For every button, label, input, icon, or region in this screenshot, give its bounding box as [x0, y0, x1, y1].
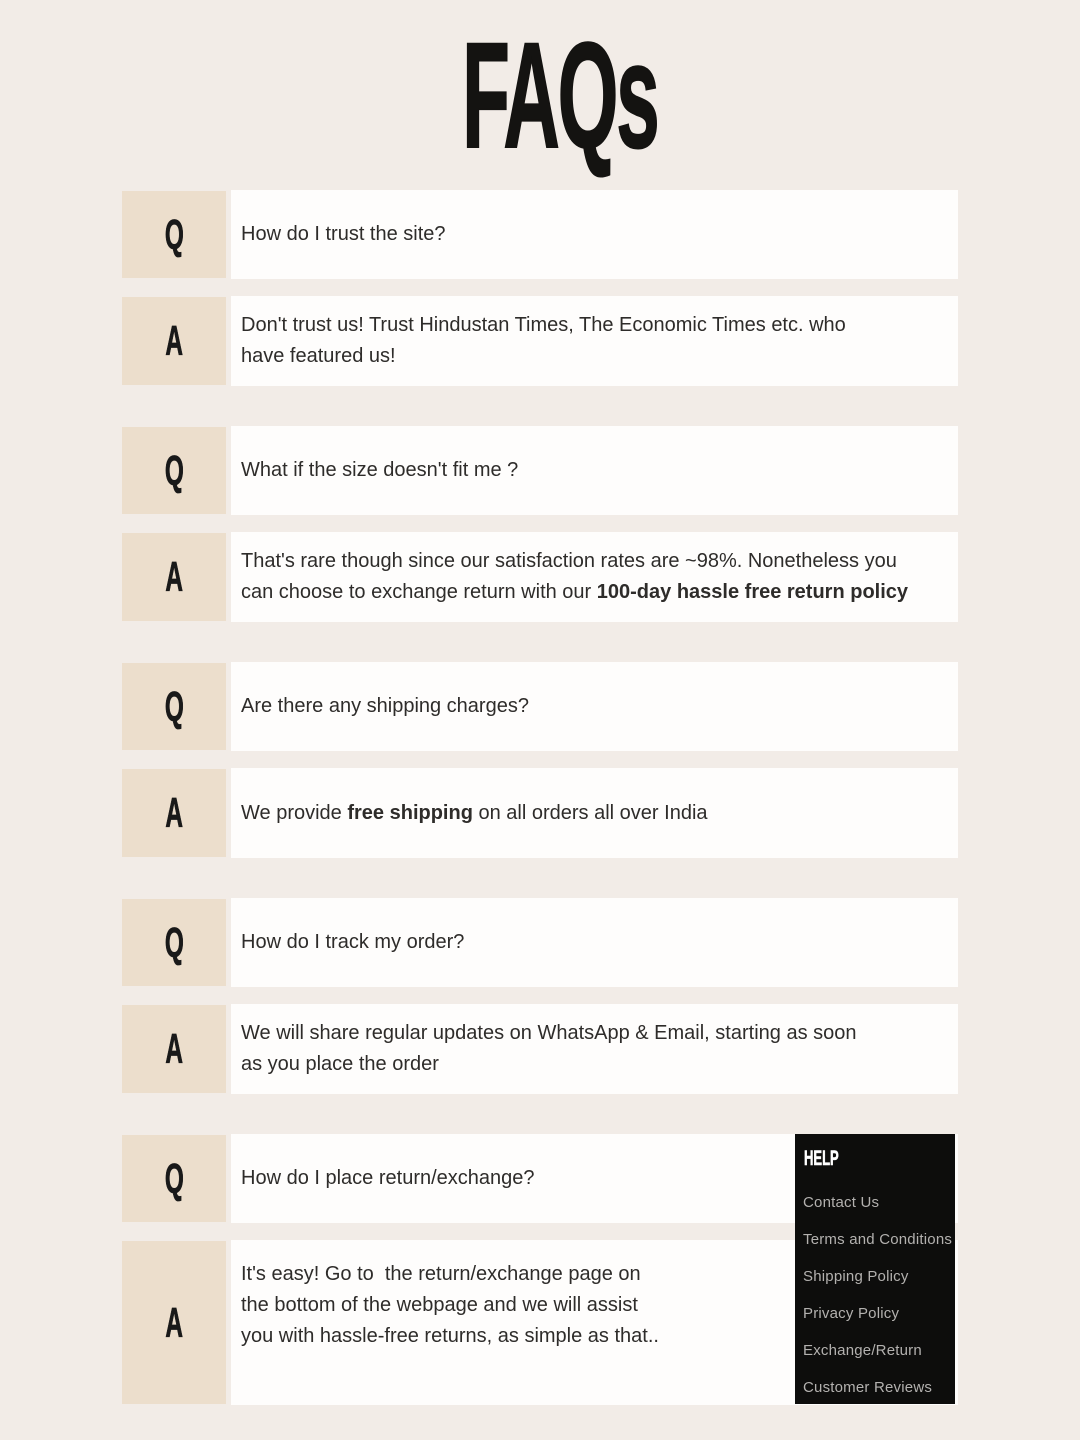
- answer-line: can choose to exchange return with our 100-day hassle free return policy: [241, 581, 909, 603]
- question-text: [241, 219, 446, 250]
- help-menu-title: HELP: [804, 1147, 839, 1170]
- question-line: How do I place return/exchange?: [241, 1167, 535, 1189]
- answer-card: [231, 532, 958, 622]
- answer-line: Don't trust us! Trust Hindustan Times, The Economic Times etc. who: [241, 314, 846, 336]
- answer-card: [231, 296, 958, 386]
- question-badge: [122, 1135, 226, 1222]
- question-line: How do I trust the site?: [241, 223, 446, 245]
- faq-question-row: [122, 190, 958, 279]
- answer-badge: [122, 1005, 226, 1093]
- question-text: [241, 691, 529, 722]
- answer-badge: [122, 533, 226, 621]
- faq-pair: [122, 662, 958, 858]
- a-badge-letter: A: [165, 1298, 183, 1346]
- help-link-terms-and-conditions[interactable]: Terms and Conditions: [803, 1231, 953, 1248]
- answer-badge: [122, 769, 226, 857]
- answer-text: [241, 1259, 659, 1352]
- faq-pair: [122, 190, 958, 386]
- faq-answer-row: [122, 532, 958, 622]
- a-badge-letter: A: [165, 317, 183, 364]
- help-link-contact-us[interactable]: Contact Us: [803, 1194, 880, 1211]
- help-link-privacy-policy[interactable]: Privacy Policy: [803, 1305, 900, 1322]
- faq-question-row: [122, 426, 958, 515]
- help-menu-links: [803, 1184, 953, 1406]
- help-link-shipping-policy[interactable]: Shipping Policy: [803, 1268, 909, 1285]
- answer-line: have featured us!: [241, 345, 396, 367]
- page-title: FAQs: [462, 11, 658, 179]
- question-line: Are there any shipping charges?: [241, 695, 529, 717]
- faq-answer-row: [122, 768, 958, 858]
- question-text: [241, 927, 464, 958]
- answer-badge: [122, 297, 226, 385]
- q-badge-letter: Q: [164, 446, 184, 494]
- answer-line: you with hassle-free returns, as simple as that..: [241, 1325, 659, 1347]
- answer-card: [231, 1004, 958, 1094]
- question-line: How do I track my order?: [241, 931, 465, 953]
- faq-pair: [122, 426, 958, 622]
- q-badge-letter: Q: [164, 210, 184, 258]
- faq-answer-row: [122, 1004, 958, 1094]
- page-header: [0, 0, 1080, 190]
- faq-question-row: [122, 662, 958, 751]
- help-link-exchange-return[interactable]: Exchange/Return: [803, 1342, 922, 1359]
- question-text: [241, 455, 518, 486]
- a-badge-letter: A: [165, 1025, 183, 1072]
- answer-card: [231, 768, 958, 858]
- a-badge-letter: A: [165, 553, 183, 600]
- question-badge: [122, 191, 226, 278]
- answer-line: We provide free shipping on all orders all over India: [241, 801, 708, 824]
- a-badge-letter: A: [165, 789, 183, 836]
- question-card: [231, 662, 958, 751]
- answer-line: We will share regular updates on WhatsApp & Email, starting as soon: [241, 1022, 857, 1044]
- answer-line: That's rare though since our satisfaction rates are ~98%. Nonetheless you: [241, 550, 897, 572]
- q-badge-letter: Q: [164, 1154, 184, 1202]
- faq-pair: [122, 898, 958, 1094]
- faq-answer-row: [122, 296, 958, 386]
- question-text: [241, 1163, 535, 1194]
- answer-line: the bottom of the webpage and we will assist: [241, 1294, 638, 1316]
- question-badge: [122, 899, 226, 986]
- q-badge-letter: Q: [164, 918, 184, 966]
- faq-question-row: [122, 898, 958, 987]
- question-card: [231, 898, 958, 987]
- answer-badge: [122, 1241, 226, 1404]
- answer-text: [241, 546, 908, 608]
- help-menu: [795, 1134, 955, 1404]
- question-card: [231, 426, 958, 515]
- question-line: What if the size doesn't fit me ?: [241, 459, 519, 481]
- answer-line: as you place the order: [241, 1053, 439, 1075]
- question-badge: [122, 427, 226, 514]
- question-card: [231, 190, 958, 279]
- answer-text: [241, 798, 708, 829]
- q-badge-letter: Q: [164, 682, 184, 730]
- answer-line: It's easy! Go to the return/exchange page on: [241, 1263, 641, 1285]
- answer-text: [241, 310, 846, 372]
- question-badge: [122, 663, 226, 750]
- help-link-customer-reviews[interactable]: Customer Reviews: [803, 1379, 933, 1396]
- answer-text: [241, 1018, 857, 1080]
